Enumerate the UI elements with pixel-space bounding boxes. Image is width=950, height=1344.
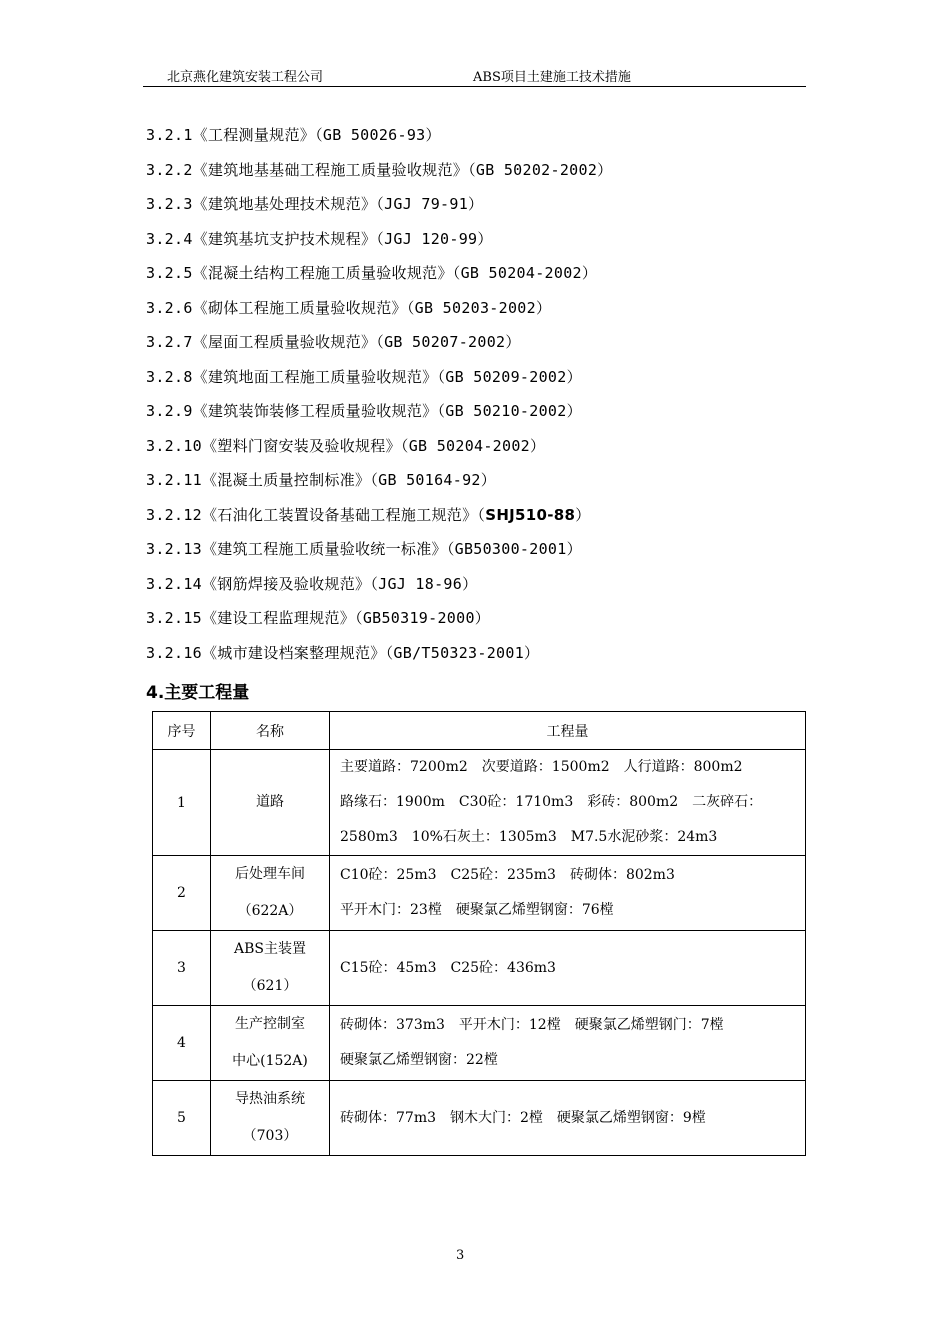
table-row (153, 1006, 806, 1081)
reference-item: 3.2.8《建筑地面工程施工质量验收规范》（GB 50209-2002） (146, 367, 582, 386)
section-title: 4.主要工程量 (146, 683, 250, 703)
reference-item: 3.2.14《钢筋焊接及验收规范》（JGJ 18-96） (146, 574, 478, 593)
row-index: 3 (153, 931, 211, 1006)
row-quantity: 砖砌体：77m3 钢木大门：2樘 硬聚氯乙烯塑钢窗：9樘 (330, 1081, 806, 1156)
row-index: 2 (153, 856, 211, 931)
reference-item: 3.2.1《工程测量规范》（GB 50026-93） (146, 126, 441, 144)
reference-item: 3.2.13《建筑工程施工质量验收统一标准》（GB50300-2001） (146, 540, 582, 558)
reference-item: 3.2.12《石油化工装置设备基础工程施工规范》（SHJ510-88） (146, 505, 591, 524)
reference-item: 3.2.3《建筑地基处理技术规范》（JGJ 79-91） (146, 195, 484, 213)
row-quantity: C15砼：45m3 C25砼：436m3 (330, 931, 806, 1006)
page-number: 3 (456, 1248, 465, 1263)
quantities-table (152, 711, 806, 1156)
header-company: 北京燕化建筑安装工程公司 (167, 70, 324, 85)
reference-list (146, 124, 826, 676)
column-header-index: 序号 (153, 712, 211, 750)
table-header-row (153, 712, 806, 750)
reference-item: 3.2.6《砌体工程施工质量验收规范》（GB 50203-2002） (146, 298, 552, 317)
row-name: ABS主装置 （621） (211, 931, 330, 1006)
row-name: 导热油系统 （703） (211, 1081, 330, 1156)
table-row (153, 931, 806, 1006)
row-index: 4 (153, 1006, 211, 1081)
row-name: 后处理车间 （622A） (211, 856, 330, 931)
row-index: 5 (153, 1081, 211, 1156)
table-row (153, 750, 806, 856)
reference-item: 3.2.7《屋面工程质量验收规范》（GB 50207-2002） (146, 333, 521, 351)
row-name: 道路 (211, 750, 330, 856)
reference-item: 3.2.9《建筑装饰装修工程质量验收规范》（GB 50210-2002） (146, 402, 582, 420)
header-doc-title: ABS项目土建施工技术措施 (473, 70, 631, 85)
column-header-quantity: 工程量 (330, 712, 806, 750)
reference-item: 3.2.2《建筑地基基础工程施工质量验收规范》（GB 50202-2002） (146, 160, 613, 179)
row-quantity: 砖砌体：373m3 平开木门：12樘 硬聚氯乙烯塑钢门：7樘 硬聚氯乙烯塑钢窗：22樘 (330, 1006, 806, 1081)
row-name: 生产控制室 中心(152A) (211, 1006, 330, 1081)
row-quantity: C10砼：25m3 C25砼：235m3 砖砌体：802m3 平开木门：23樘 硬聚氯乙烯塑钢窗：76樘 (330, 856, 806, 931)
reference-item: 3.2.10《塑料门窗安装及验收规程》（GB 50204-2002） (146, 436, 546, 455)
table-row (153, 856, 806, 931)
reference-item: 3.2.4《建筑基坑支护技术规程》（JGJ 120-99） (146, 229, 493, 248)
page-header (143, 64, 806, 87)
table-row (153, 1081, 806, 1156)
row-index: 1 (153, 750, 211, 856)
reference-item: 3.2.5《混凝土结构工程施工质量验收规范》（GB 50204-2002） (146, 264, 598, 282)
column-header-name: 名称 (211, 712, 330, 750)
reference-item: 3.2.15《建设工程监理规范》（GB50319-2000） (146, 609, 491, 627)
reference-item: 3.2.11《混凝土质量控制标准》（GB 50164-92） (146, 471, 497, 489)
row-quantity: 主要道路：7200m2 次要道路：1500m2 人行道路：800m2 路缘石：1900m C30砼：1710m3 彩砖：800m2 二灰碎石： 2580m3 10%石灰土：1305m3 M7.5水泥砂浆：24m3 (330, 750, 806, 856)
reference-item: 3.2.16《城市建设档案整理规范》（GB/T50323-2001） (146, 643, 540, 662)
